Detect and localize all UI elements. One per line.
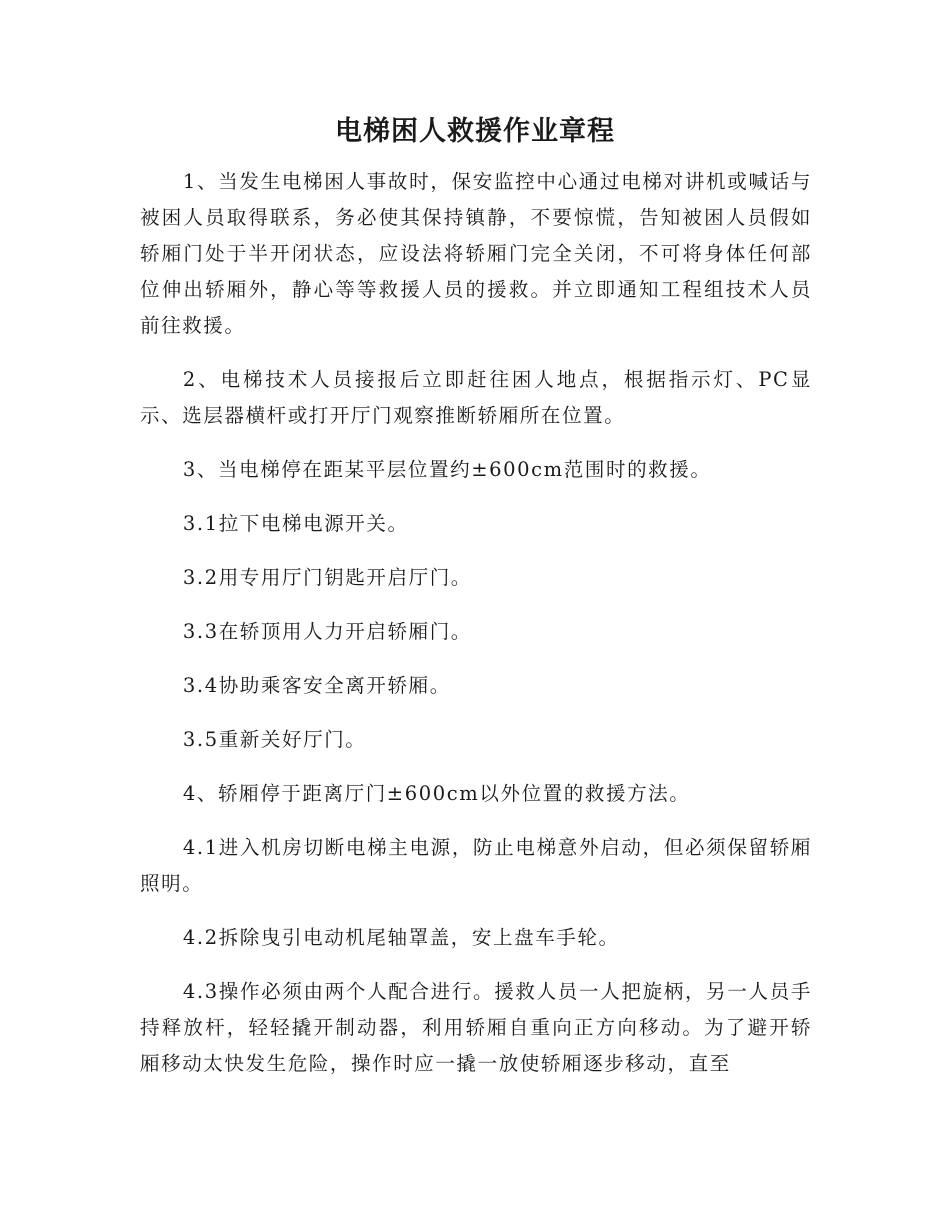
paragraph-3-2: 3.2用专用厅门钥匙开启厅门。 — [182, 566, 472, 589]
paragraph-3-4: 3.4协助乘客安全离开轿厢。 — [182, 674, 451, 697]
paragraph-3: 3、当电梯停在距某平层位置约±600cm范围时的救援。 — [182, 458, 712, 481]
paragraph-4-2: 4.2拆除曳引电动机尾轴罩盖，安上盘车手轮。 — [182, 926, 620, 949]
paragraph-3-3: 3.3在轿顶用人力开启轿厢门。 — [182, 620, 472, 643]
paragraph-1: 1、当发生电梯困人事故时，保安监控中心通过电梯对讲机或喊话与被困人员取得联系，务必使其保持镇静，不要惊慌，告知被困人员假如轿厢门处于半开闭状态，应设法将轿厢门完全关闭，不可将身体任何部位伸出轿厢外，静心等等救援人员的援救。并立即通知工程组技术人员前往救援。 — [140, 170, 812, 337]
paragraph-3-5: 3.5重新关好厅门。 — [182, 728, 367, 751]
document-body — [140, 164, 812, 1100]
document-title: 电梯困人救援作业章程 — [335, 116, 615, 147]
paragraph-4-1: 4.1进入机房切断电梯主电源，防止电梯意外启动，但必须保留轿厢照明。 — [140, 836, 812, 895]
paragraph-2: 2、电梯技术人员接报后立即赶往困人地点，根据指示灯、PC显示、选层器横杆或打开厅门观察推断轿厢所在位置。 — [140, 368, 812, 427]
paragraph-4: 4、轿厢停于距离厅门±600cm以外位置的救援方法。 — [182, 782, 691, 805]
paragraph-3-1: 3.1拉下电梯电源开关。 — [182, 512, 409, 535]
paragraph-4-3: 4.3操作必须由两个人配合进行。援救人员一人把旋柄，另一人员手持释放杆，轻轻撬开制动器，利用轿厢自重向正方向移动。为了避开轿厢移动太快发生危险，操作时应一撬一放使轿厢逐步移动，直至 — [140, 980, 812, 1075]
